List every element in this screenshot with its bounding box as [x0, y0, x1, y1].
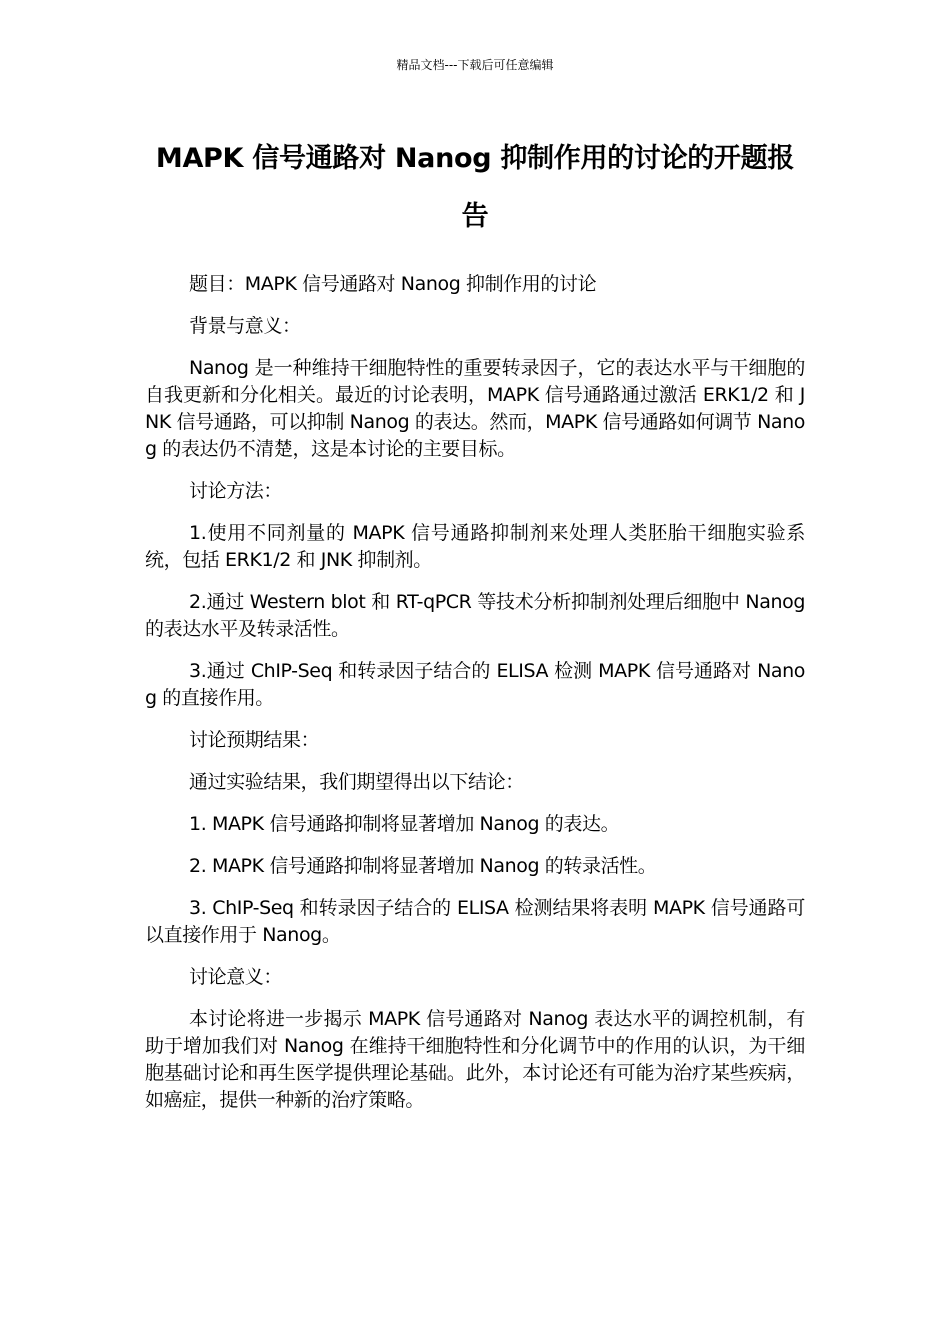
- expected-results-intro: 通过实验结果，我们期望得出以下结论：: [189, 771, 524, 793]
- section-heading-expected-results: 讨论预期结果：: [189, 729, 320, 751]
- topic-line: 题目：MAPK 信号通路对 Nanog 抑制作用的讨论: [189, 273, 597, 295]
- background-paragraph: Nanog 是一种维持干细胞特性的重要转录因子，它的表达水平与干细胞的自我更新和分化相关。最近的讨论表明，MAPK 信号通路通过激活 ERK1/2 和 JNK 信号通路，可以抑制 Nanog 的表达。然而，MAPK 信号通路如何调节 Nanog 的表达仍不清楚，这是本讨论的主要目标。: [145, 357, 805, 460]
- section-heading-significance: 讨论意义：: [189, 966, 283, 988]
- page-header: 精品文档---下载后可任意编辑: [396, 58, 554, 72]
- method-item-2: 2.通过 Western blot 和 RT-qPCR 等技术分析抑制剂处理后细胞中 Nanog 的表达水平及转录活性。: [145, 591, 805, 640]
- expected-result-1: 1. MAPK 信号通路抑制将显著增加 Nanog 的表达。: [189, 813, 620, 835]
- significance-paragraph: 本讨论将进一步揭示 MAPK 信号通路对 Nanog 表达水平的调控机制，有助于增加我们对 Nanog 在维持干细胞特性和分化调节中的作用的认识，为干细胞基础讨论和再生医学提供理论基础。此外，本讨论还有可能为治疗某些疾病，如癌症，提供一种新的治疗策略。: [145, 1008, 805, 1111]
- section-heading-methods: 讨论方法：: [189, 480, 283, 502]
- expected-result-2: 2. MAPK 信号通路抑制将显著增加 Nanog 的转录活性。: [189, 855, 657, 877]
- document-title: MAPK 信号通路对 Nanog 抑制作用的讨论的开题报告: [155, 143, 795, 232]
- method-item-1: 1.使用不同剂量的 MAPK 信号通路抑制剂来处理人类胚胎干细胞实验系统，包括 ERK1/2 和 JNK 抑制剂。: [145, 522, 805, 571]
- section-heading-background: 背景与意义：: [189, 315, 301, 337]
- document-body: [145, 271, 805, 1129]
- method-item-3: 3.通过 ChIP-Seq 和转录因子结合的 ELISA 检测 MAPK 信号通路对 Nanog 的直接作用。: [145, 660, 805, 709]
- expected-result-3: 3. ChIP-Seq 和转录因子结合的 ELISA 检测结果将表明 MAPK 信号通路可以直接作用于 Nanog。: [145, 897, 805, 946]
